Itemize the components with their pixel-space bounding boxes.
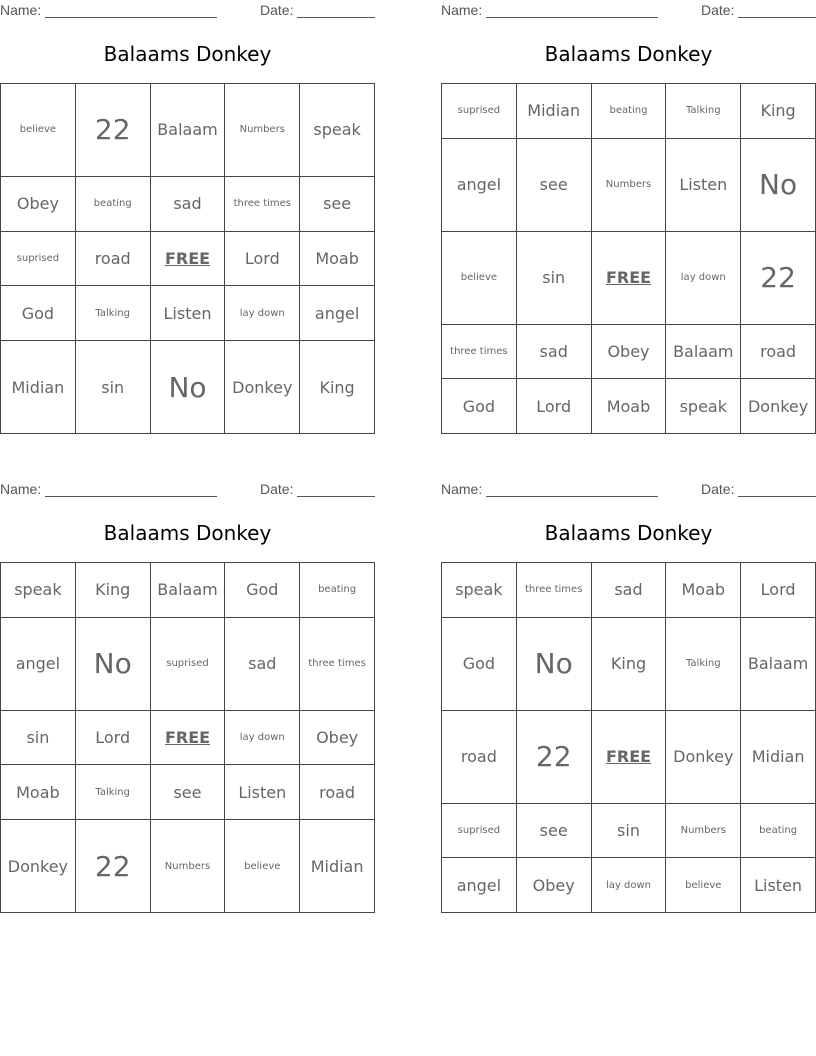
bingo-cell: see bbox=[516, 138, 591, 231]
bingo-cell: Obey bbox=[516, 858, 591, 913]
bingo-cell: suprised bbox=[442, 84, 517, 139]
bingo-cell: three times bbox=[300, 617, 375, 710]
bingo-cell: sin bbox=[75, 341, 150, 434]
bingo-cell: sad bbox=[516, 324, 591, 379]
bingo-cell: Numbers bbox=[225, 84, 300, 177]
bingo-cell: Balaam bbox=[150, 84, 225, 177]
grid-row bbox=[1, 231, 375, 286]
bingo-cell: No bbox=[75, 617, 150, 710]
bingo-cell: 22 bbox=[516, 710, 591, 803]
grid-row bbox=[1, 341, 375, 434]
card-title: Balaams Donkey bbox=[103, 521, 272, 545]
bingo-cell: three times bbox=[516, 563, 591, 618]
bingo-cell: Donkey bbox=[1, 820, 76, 913]
date-label: Date: bbox=[701, 481, 735, 497]
bingo-card-2 bbox=[441, 0, 816, 434]
grid-row bbox=[442, 858, 816, 913]
bingo-cell: angel bbox=[442, 858, 517, 913]
bingo-cell: Midian bbox=[516, 84, 591, 139]
bingo-cell: road bbox=[300, 765, 375, 820]
bingo-cell: Listen bbox=[225, 765, 300, 820]
bingo-cell: Moab bbox=[591, 379, 666, 434]
card-header bbox=[0, 481, 375, 499]
bingo-cell: speak bbox=[442, 563, 517, 618]
bingo-cell: lay down bbox=[591, 858, 666, 913]
grid-row bbox=[1, 617, 375, 710]
bingo-cell: God bbox=[225, 563, 300, 618]
grid-row bbox=[442, 803, 816, 858]
date-line bbox=[297, 496, 375, 497]
name-line bbox=[486, 17, 658, 18]
bingo-cell: see bbox=[150, 765, 225, 820]
bingo-cell: sin bbox=[591, 803, 666, 858]
free-space-cell: FREE bbox=[150, 710, 225, 765]
grid-row bbox=[1, 563, 375, 618]
bingo-cell: Listen bbox=[741, 858, 816, 913]
bingo-cell: Lord bbox=[516, 379, 591, 434]
grid-row bbox=[1, 710, 375, 765]
bingo-cell: lay down bbox=[225, 710, 300, 765]
bingo-cell: speak bbox=[666, 379, 741, 434]
bingo-cell: God bbox=[442, 379, 517, 434]
bingo-cell: King bbox=[300, 341, 375, 434]
bingo-cell: Donkey bbox=[741, 379, 816, 434]
bingo-cell: Talking bbox=[75, 286, 150, 341]
bingo-grid bbox=[0, 562, 375, 913]
bingo-cell: 22 bbox=[741, 231, 816, 324]
date-label: Date: bbox=[260, 481, 294, 497]
date-line bbox=[297, 17, 375, 18]
bingo-cell: suprised bbox=[442, 803, 517, 858]
bingo-cell: three times bbox=[442, 324, 517, 379]
grid-row bbox=[442, 617, 816, 710]
bingo-cell: believe bbox=[666, 858, 741, 913]
bingo-cell: Obey bbox=[1, 176, 76, 231]
bingo-cell: road bbox=[442, 710, 517, 803]
bingo-cell: Donkey bbox=[225, 341, 300, 434]
bingo-cell: speak bbox=[1, 563, 76, 618]
name-line bbox=[486, 496, 658, 497]
bingo-cell: Listen bbox=[666, 138, 741, 231]
bingo-cell: Talking bbox=[666, 84, 741, 139]
name-label: Name: bbox=[0, 481, 42, 497]
bingo-cell: sad bbox=[225, 617, 300, 710]
bingo-cell: lay down bbox=[225, 286, 300, 341]
card-header bbox=[0, 2, 375, 20]
name-label: Name: bbox=[441, 2, 483, 18]
card-title: Balaams Donkey bbox=[103, 42, 272, 66]
bingo-cell: Lord bbox=[741, 563, 816, 618]
bingo-cell: beating bbox=[741, 803, 816, 858]
bingo-cell: believe bbox=[225, 820, 300, 913]
bingo-cell: beating bbox=[300, 563, 375, 618]
bingo-cell: suprised bbox=[150, 617, 225, 710]
bingo-cell: Numbers bbox=[666, 803, 741, 858]
bingo-cell: three times bbox=[225, 176, 300, 231]
bingo-cell: Moab bbox=[1, 765, 76, 820]
grid-row bbox=[442, 138, 816, 231]
name-line bbox=[45, 17, 217, 18]
bingo-cell: King bbox=[75, 563, 150, 618]
bingo-card-3 bbox=[0, 479, 375, 913]
bingo-cell: God bbox=[442, 617, 517, 710]
bingo-cell: see bbox=[516, 803, 591, 858]
bingo-cell: beating bbox=[591, 84, 666, 139]
bingo-cell: road bbox=[75, 231, 150, 286]
bingo-cell: Lord bbox=[225, 231, 300, 286]
bingo-grid bbox=[0, 83, 375, 434]
bingo-cell: sad bbox=[591, 563, 666, 618]
bingo-cell: Numbers bbox=[150, 820, 225, 913]
card-title: Balaams Donkey bbox=[544, 521, 713, 545]
bingo-grid bbox=[441, 83, 816, 434]
card-header bbox=[441, 2, 816, 20]
free-space-cell: FREE bbox=[591, 710, 666, 803]
bingo-cell: Moab bbox=[666, 563, 741, 618]
name-label: Name: bbox=[441, 481, 483, 497]
bingo-cell: Talking bbox=[75, 765, 150, 820]
bingo-cell: suprised bbox=[1, 231, 76, 286]
bingo-cell: 22 bbox=[75, 84, 150, 177]
grid-row bbox=[1, 84, 375, 177]
grid-row bbox=[442, 231, 816, 324]
date-label: Date: bbox=[260, 2, 294, 18]
name-label: Name: bbox=[0, 2, 42, 18]
grid-row bbox=[1, 286, 375, 341]
bingo-cell: speak bbox=[300, 84, 375, 177]
bingo-cell: Obey bbox=[591, 324, 666, 379]
bingo-cell: 22 bbox=[75, 820, 150, 913]
bingo-cell: Balaam bbox=[741, 617, 816, 710]
bingo-cell: Balaam bbox=[150, 563, 225, 618]
bingo-cell: Lord bbox=[75, 710, 150, 765]
bingo-card-1 bbox=[0, 0, 375, 434]
bingo-cell: Midian bbox=[741, 710, 816, 803]
bingo-cell: road bbox=[741, 324, 816, 379]
bingo-cell: Midian bbox=[300, 820, 375, 913]
date-line bbox=[738, 17, 816, 18]
bingo-cell: Donkey bbox=[666, 710, 741, 803]
free-space-cell: FREE bbox=[591, 231, 666, 324]
bingo-cell: beating bbox=[75, 176, 150, 231]
bingo-cell: Obey bbox=[300, 710, 375, 765]
grid-row bbox=[442, 710, 816, 803]
bingo-cell: sad bbox=[150, 176, 225, 231]
bingo-cell: angel bbox=[442, 138, 517, 231]
bingo-cell: sin bbox=[516, 231, 591, 324]
bingo-cell: No bbox=[516, 617, 591, 710]
grid-row bbox=[442, 84, 816, 139]
date-line bbox=[738, 496, 816, 497]
free-space-cell: FREE bbox=[150, 231, 225, 286]
bingo-cell: Balaam bbox=[666, 324, 741, 379]
bingo-cell: believe bbox=[442, 231, 517, 324]
grid-row bbox=[442, 563, 816, 618]
bingo-cell: God bbox=[1, 286, 76, 341]
bingo-grid bbox=[441, 562, 816, 913]
bingo-cell: No bbox=[741, 138, 816, 231]
bingo-cell: Moab bbox=[300, 231, 375, 286]
grid-row bbox=[442, 324, 816, 379]
card-title: Balaams Donkey bbox=[544, 42, 713, 66]
bingo-cell: King bbox=[741, 84, 816, 139]
bingo-cell: Numbers bbox=[591, 138, 666, 231]
bingo-cell: believe bbox=[1, 84, 76, 177]
bingo-cell: No bbox=[150, 341, 225, 434]
bingo-cell: angel bbox=[300, 286, 375, 341]
bingo-cell: King bbox=[591, 617, 666, 710]
grid-row bbox=[442, 379, 816, 434]
name-line bbox=[45, 496, 217, 497]
bingo-cell: Talking bbox=[666, 617, 741, 710]
bingo-cell: sin bbox=[1, 710, 76, 765]
bingo-cell: angel bbox=[1, 617, 76, 710]
bingo-cell: Midian bbox=[1, 341, 76, 434]
grid-row bbox=[1, 820, 375, 913]
grid-row bbox=[1, 765, 375, 820]
bingo-card-4 bbox=[441, 479, 816, 913]
date-label: Date: bbox=[701, 2, 735, 18]
card-header bbox=[441, 481, 816, 499]
grid-row bbox=[1, 176, 375, 231]
bingo-cell: see bbox=[300, 176, 375, 231]
bingo-cell: Listen bbox=[150, 286, 225, 341]
bingo-cell: lay down bbox=[666, 231, 741, 324]
